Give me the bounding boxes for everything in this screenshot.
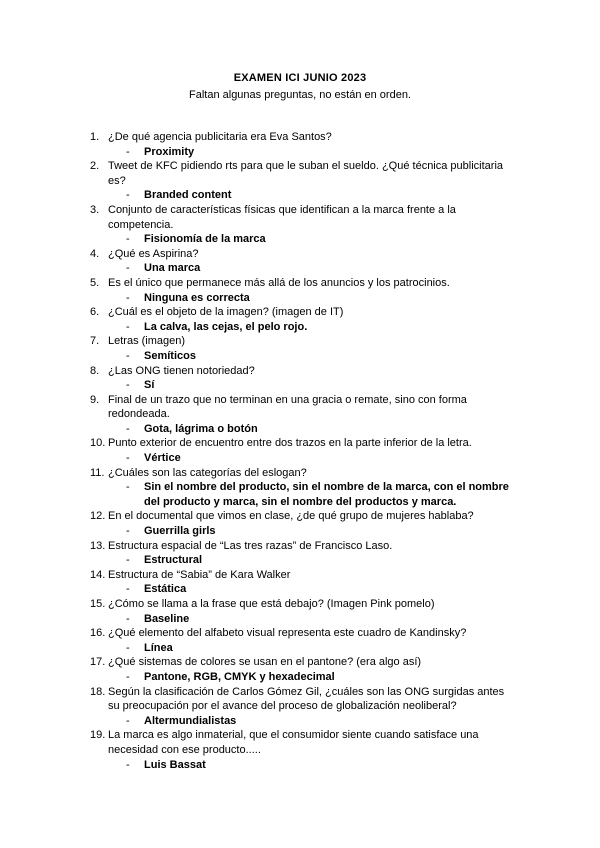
question-number: 10. xyxy=(90,437,106,450)
question-label: La marca es algo inmaterial, que el consumidor siente cuando satisface una necesidad con ese producto..... xyxy=(108,729,479,756)
question-number: 2. xyxy=(90,160,100,173)
answer-text: Línea xyxy=(144,641,173,654)
question-label: Punto exterior de encuentro entre dos trazos en la parte inferior de la letra. xyxy=(108,437,472,450)
answer-text: Proximity xyxy=(144,145,195,158)
exam-title: EXAMEN ICI JUNIO 2023 xyxy=(233,72,367,84)
answer-text: Pantone, RGB, CMYK y hexadecimal xyxy=(144,670,335,683)
question-item xyxy=(90,159,510,203)
answer-text: Guerrilla girls xyxy=(144,525,216,538)
question-number: 11. xyxy=(90,466,105,479)
question-label: ¿Cuáles son las categorías del eslogan? xyxy=(108,466,307,479)
answer-line xyxy=(90,232,510,247)
question-text xyxy=(90,130,510,145)
question-label: ¿Cuál es el objeto de la imagen? (imagen de IT) xyxy=(108,306,344,319)
question-number: 8. xyxy=(90,364,100,377)
question-number: 15. xyxy=(90,598,106,610)
question-number: 12. xyxy=(90,510,106,523)
question-text xyxy=(90,393,510,422)
question-label: Tweet de KFC pidiendo rts para que le suban el sueldo. ¿Qué técnica publicitaria es? xyxy=(108,160,504,187)
answer-line xyxy=(90,641,510,656)
question-text xyxy=(90,509,510,524)
question-label: Letras (imagen) xyxy=(108,335,186,348)
question-number: 5. xyxy=(90,276,100,289)
question-number: 9. xyxy=(90,393,100,406)
answer-text: Estructural xyxy=(144,554,203,567)
question-text xyxy=(90,597,510,612)
bullet-dash: - xyxy=(126,554,130,567)
answer-line xyxy=(90,524,510,539)
answer-text: Vértice xyxy=(144,452,181,465)
question-item xyxy=(90,466,510,510)
bullet-dash: - xyxy=(126,758,130,771)
question-item xyxy=(90,568,510,597)
answer-line xyxy=(90,291,510,306)
question-item xyxy=(90,509,510,538)
answer-line xyxy=(90,422,510,437)
question-label: Conjunto de características físicas que identifican a la marca frente a la competencia. xyxy=(108,203,456,231)
question-number: 14. xyxy=(90,568,106,581)
answer-line xyxy=(90,145,510,160)
question-item xyxy=(90,364,510,393)
question-number: 19. xyxy=(90,729,106,742)
bullet-dash: - xyxy=(126,320,130,333)
bullet-dash: - xyxy=(126,583,130,596)
question-text xyxy=(90,247,510,262)
question-item xyxy=(90,539,510,568)
question-label: Estructura de “Sabia” de Kara Walker xyxy=(108,568,291,581)
question-label: ¿Las ONG tienen notoriedad? xyxy=(108,364,255,377)
answer-line xyxy=(90,553,510,568)
question-number: 16. xyxy=(90,627,106,640)
bullet-dash: - xyxy=(126,422,130,435)
bullet-dash: - xyxy=(126,452,130,465)
question-text xyxy=(90,626,510,641)
answer-line xyxy=(90,758,510,773)
question-text xyxy=(90,655,510,670)
answer-text: Fisionomía de la marca xyxy=(144,233,266,246)
question-label: ¿Qué elemento del alfabeto visual representa este cuadro de Kandinsky? xyxy=(108,627,467,640)
bullet-dash: - xyxy=(126,525,130,538)
question-text xyxy=(90,436,510,451)
answer-line xyxy=(90,261,510,276)
answer-line xyxy=(90,612,510,627)
bullet-dash: - xyxy=(126,349,130,362)
bullet-dash: - xyxy=(126,714,130,727)
question-text xyxy=(90,728,510,757)
question-number: 4. xyxy=(90,247,100,260)
question-number: 3. xyxy=(90,203,100,216)
question-number: 13. xyxy=(90,539,106,552)
answer-line xyxy=(90,670,510,685)
answer-text: Semíticos xyxy=(144,349,196,362)
question-item xyxy=(90,276,510,305)
question-text xyxy=(90,203,510,232)
question-text xyxy=(90,685,510,714)
answer-text: Luis Bassat xyxy=(144,758,206,771)
question-item xyxy=(90,436,510,465)
question-label: ¿Cómo se llama a la frase que está debajo? (Imagen Pink pomelo) xyxy=(108,598,435,610)
question-item xyxy=(90,626,510,655)
question-label: Estructura espacial de “Las tres razas” de Francisco Laso. xyxy=(108,539,393,552)
question-item xyxy=(90,597,510,626)
bullet-dash: - xyxy=(126,670,130,683)
question-text xyxy=(90,334,510,349)
answer-text: Baseline xyxy=(144,612,190,625)
answer-text: Gota, lágrima o botón xyxy=(144,422,258,435)
question-label: En el documental que vimos en clase, ¿de qué grupo de mujeres hablaba? xyxy=(108,510,474,523)
question-text xyxy=(90,305,510,320)
bullet-dash: - xyxy=(126,641,130,654)
document-header xyxy=(0,71,600,102)
question-text xyxy=(90,539,510,554)
question-item xyxy=(90,130,510,159)
bullet-dash: - xyxy=(126,291,130,304)
answer-text: Sin el nombre del producto, sin el nombre de la marca, con el nombre del producto y marca, sin el nombre del productos y marca. xyxy=(144,481,509,508)
question-item xyxy=(90,655,510,684)
answer-text: Altermundialistas xyxy=(144,714,237,727)
exam-subtitle: Faltan algunas preguntas, no están en orden. xyxy=(189,89,411,101)
question-label: ¿De qué agencia publicitaria era Eva Santos? xyxy=(108,131,332,143)
question-item xyxy=(90,247,510,276)
answer-line xyxy=(90,582,510,597)
question-text xyxy=(90,276,510,291)
question-item xyxy=(90,728,510,772)
question-label: Es el único que permanece más allá de los anuncios y los patrocinios. xyxy=(108,276,450,289)
question-label: ¿Qué sistemas de colores se usan en el pantone? (era algo así) xyxy=(108,656,422,669)
question-item xyxy=(90,393,510,437)
question-label: Según la clasificación de Carlos Gómez Gil, ¿cuáles son las ONG surgidas antes su preocupación por el avance del proceso de globalización neoliberal? xyxy=(108,685,505,713)
answer-text: Estática xyxy=(144,583,187,596)
question-number: 1. xyxy=(90,131,100,143)
question-item xyxy=(90,334,510,363)
answer-line xyxy=(90,378,510,393)
question-number: 18. xyxy=(90,685,106,698)
answer-text: Branded content xyxy=(144,189,232,202)
question-label: Final de un trazo que no terminan en una gracia o remate, sino con forma redondeada. xyxy=(108,393,467,421)
answer-line xyxy=(90,188,510,203)
bullet-dash: - xyxy=(126,189,130,202)
question-item xyxy=(90,305,510,334)
question-number: 7. xyxy=(90,335,100,348)
question-item xyxy=(90,685,510,729)
question-text xyxy=(90,466,510,481)
question-label: ¿Qué es Aspirina? xyxy=(108,247,199,260)
answer-line xyxy=(90,320,510,335)
bullet-dash: - xyxy=(126,233,130,246)
answer-text: Una marca xyxy=(144,262,201,275)
answer-line xyxy=(90,349,510,364)
question-list xyxy=(90,130,510,772)
answer-text: Ninguna es correcta xyxy=(144,291,250,304)
bullet-dash: - xyxy=(126,612,130,625)
bullet-dash: - xyxy=(126,145,130,158)
question-number: 6. xyxy=(90,306,100,319)
bullet-dash: - xyxy=(126,481,130,494)
bullet-dash: - xyxy=(126,379,130,392)
answer-line xyxy=(90,714,510,729)
question-text xyxy=(90,364,510,379)
bullet-dash: - xyxy=(126,262,130,275)
question-item xyxy=(90,203,510,247)
answer-text: Sí xyxy=(144,379,155,392)
answer-text: La calva, las cejas, el pelo rojo. xyxy=(144,320,308,333)
answer-line xyxy=(90,480,510,509)
question-number: 17. xyxy=(90,656,106,669)
answer-line xyxy=(90,451,510,466)
question-text xyxy=(90,159,510,188)
question-text xyxy=(90,568,510,583)
